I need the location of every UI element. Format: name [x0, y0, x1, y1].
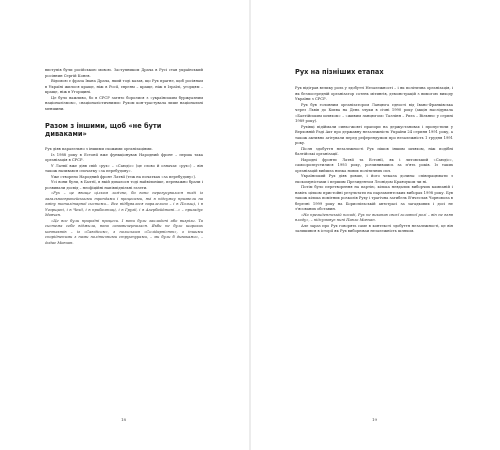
page-number: 19 — [372, 417, 378, 422]
left-paragraphs-after — [45, 147, 203, 246]
quote-paragraph: «Це все були природні процеси. І вони були закладені або визріли. Та система себе віджила, вона самовичерпалася. Якби не було широких контактів – із «Саюдісом», з польським «Солідарністю», з іншими спорідненими з нами політичними структурами, – ми були б диваками», – додає Мовчан. — [45, 218, 203, 245]
left-text-block — [45, 68, 203, 246]
right-paragraphs — [295, 86, 453, 235]
paragraph: Уже створено Народний фронт Латвії (теж на початках «за перебудову»). — [51, 174, 197, 179]
paragraph: Після здобуття незалежності Рух пішов іншим шляхом, ніж подібні балтійські організації. — [295, 146, 453, 156]
paragraph: У Латвії вже діяв свій «рух» – «Саюдіс» (це слово й означає «рух») – він також називався спочатку «за перебудову». — [45, 163, 203, 173]
paragraph: Із 1988 року в Естонії вже функціонував Народний фронт – перша така організація в СРСР. — [45, 152, 203, 162]
paragraph: Але зараз про Рух говорять саме в контексті здобуття незалежності, це він залишився в історії як Рух виборюваи незалежність шляхом. — [295, 223, 453, 233]
quote-paragraph: «Рух – це явище цілком логічне, бо воно перегукувалося тоді із загальноєвропейськими трендами і процесами, які в підсумку призвели на зміну тоталітарної системи... Все відбувалося паралельно – і в Польщі, і в Угорщині, і в Чехії, і в прибалтиці, і в Грузії, і в Азербайджані...» – пригадує Мовчан. — [45, 191, 203, 217]
section-heading: Разом з іншими, щоб «не бути диваками» — [45, 122, 162, 138]
left-paragraphs-before — [45, 68, 203, 112]
section-heading: Рух на пізніших етапах — [295, 68, 384, 76]
paragraph: Усі вони були, в Балтії, в якій дихалося тоді найвільніше, переважно брали і розвивали досвід – неофіційні напівпідпільні газети. — [45, 180, 203, 190]
paragraph: Рух відіграв велику роль у здобутті Незалежності – і як політична організація, і як безпосередній організатор сотень мітингів, демонстрацій з вимогою виходу України з СРСР. — [295, 86, 453, 101]
page-number: 18 — [121, 417, 127, 422]
paragraph: Народні фронти Латвії та Естонії, як і литовський «Саюдіс», самоорозпустилися 1993 року, розчинившись за п'ять років. Із таких організацій вийшла низка нових політичних сил. — [295, 157, 453, 173]
paragraph: Рух був головним організатором Ланцюга єдності від Івано-Франківська через Львів до Києва на День злуки в січні 1990 року (акція наслідувала «Балтійським шляхом» – «живим ланцюгом» Таллінн – Рига – Вільнюс у серпні 1989 року). — [295, 102, 453, 123]
paragraph: Рух діяв паралельно з іншими схожими організаціями. — [45, 147, 153, 151]
paragraph: виступів були російською мовою. Заступником Драча в Русі став український росіянин Сергій Конєв. — [45, 68, 203, 78]
paragraph: Рухівці підіймали синьо-жовті прапори на держустановах і пропустили у Верховній Раді Акт про державну незалежність України 24 серпня 1991 року, а також активно агітували перед референдумом про незалежність 1 грудня 1991 року. — [295, 124, 453, 145]
quote-paragraph: «На президентській посаді, Рух не виконав своєї головної ролі – він не взяв владу», – підсумовує нині Павло Мовчан. — [295, 212, 453, 222]
paragraph: Потім було перетворення на партію, кілька невдалих виборчих кампаній і навіть цілком пристойні результати на парламентських виборах 1998 року. Був також кілька помітних розколів Руху і трагічна загибель В'ячеслав Чорновола в березні 1999 року на Бориспільській автотрасі за загадкових і досі не з'ясованих обставин. — [295, 185, 453, 211]
paragraph: Це було важливо, бо в СРСР затято боролися з «українським буржуазним націоналізмом», «націоналістичними» Рухом кон-трастувала лише національні меншини. — [45, 95, 203, 111]
paragraph: Український Рух діяв довше, і його чекала долина: співпрацювати з екскомуністами і першим Президентом Леонідом Кравчуком чи ні. — [295, 174, 453, 184]
paragraph: Відомою є фраза Івана Драча, який тоді казав, що Рух прагне, щоб росіянам в Україні жилося краще, ніж в Росії, євреям – краще, ніж в Ізраїлі, угорцям – краще, ніж в Угорщині. — [45, 79, 203, 94]
right-page — [250, 0, 500, 450]
right-text-block — [295, 68, 453, 235]
